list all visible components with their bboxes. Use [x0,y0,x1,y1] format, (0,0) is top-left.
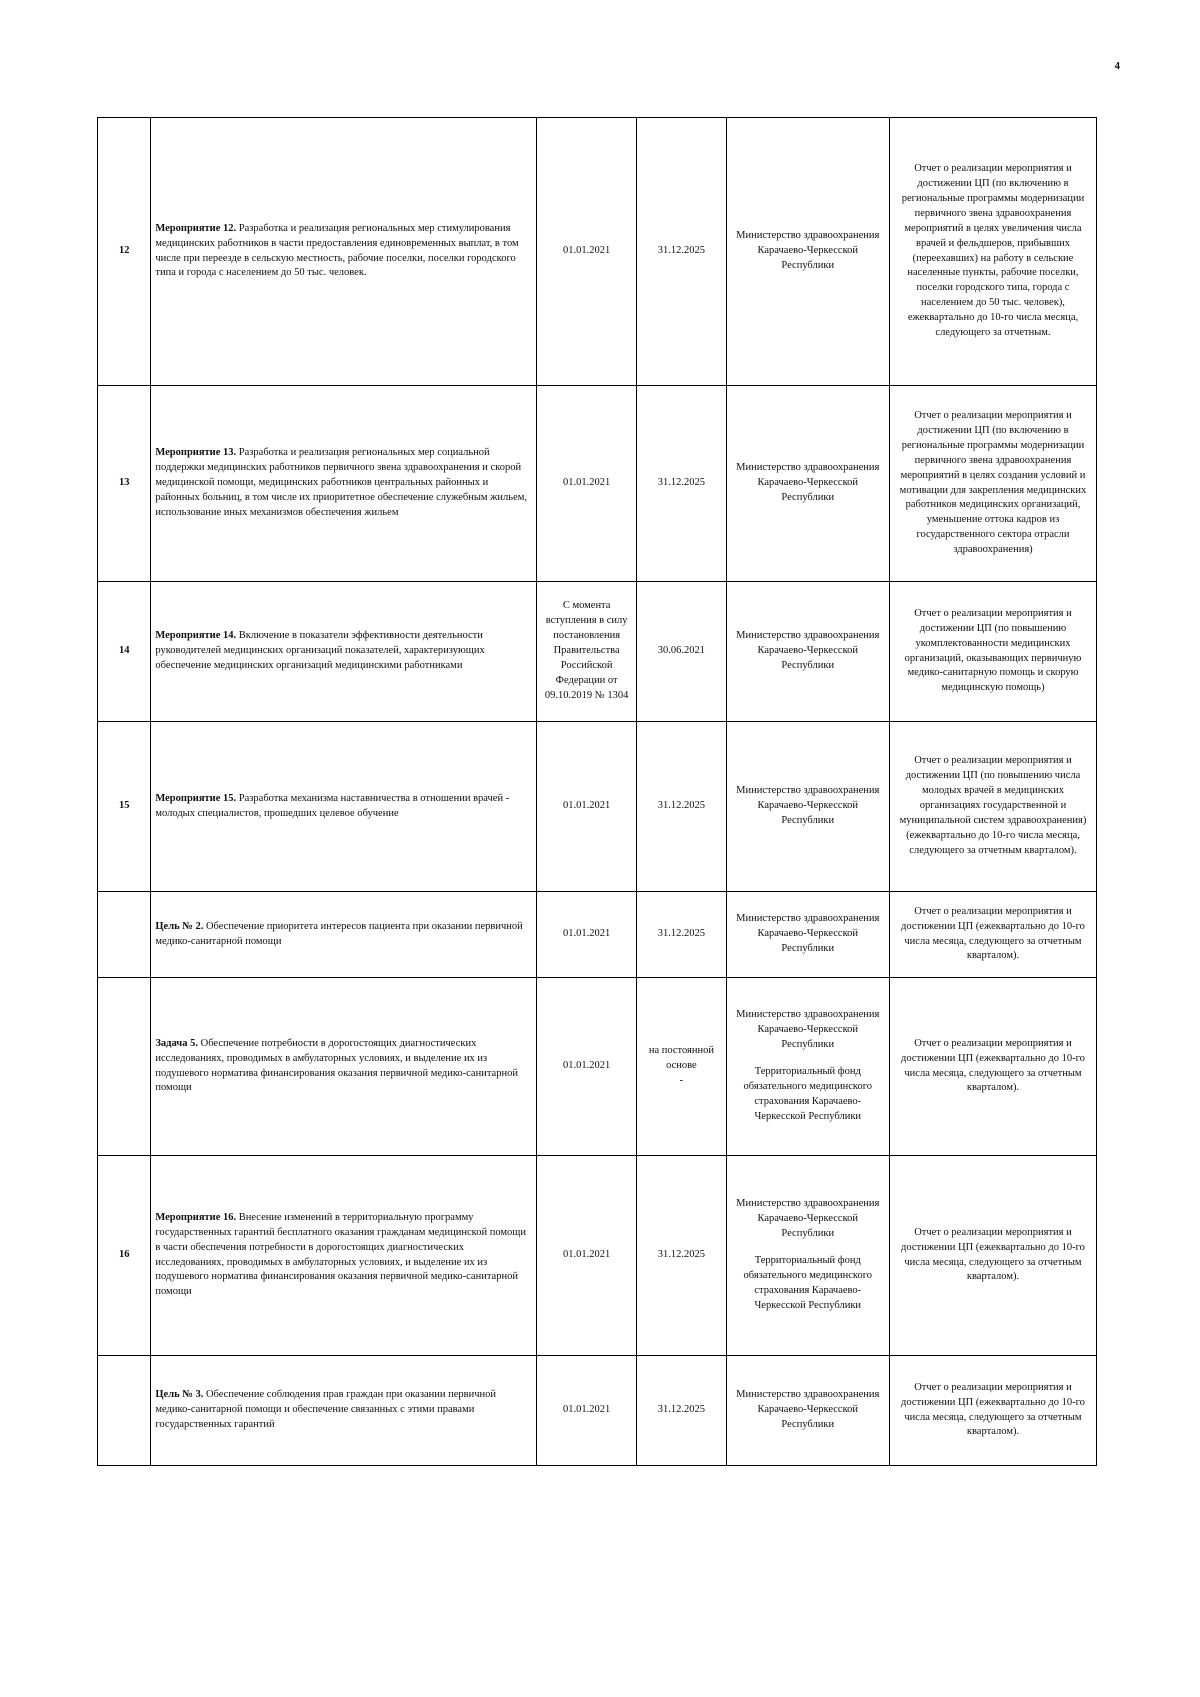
row-description [151,118,537,386]
report-form: Отчет о реализации мероприятия и достижении ЦП (по повышению укомплектованности медицинских организаций, оказывающих первичную медико-санитарную помощь и скорую медицинскую помощь) [889,582,1096,722]
end-date-note: - [679,1074,684,1086]
row-text: Разработка и реализация региональных мер социальной поддержки медицинских работников первичного звена здравоохранения и скорой медицинской помощи, медицинских работников центральных районных и районных больниц, в том числе их приоритетное обеспечение служебным жильем, использование иных механизмов обеспечения жильем [155,447,527,518]
row-text: Разработка и реализация региональных мер стимулирования медицинских работников в части предоставления единовременных выплат, в том числе при переезде в сельскую местность, рабочие поселки, поселки городского типа и города с населением до 50 тыс. человек. [155,222,519,279]
row-description [151,978,537,1156]
table-row [98,582,1097,722]
row-description [151,892,537,978]
row-number: 16 [98,1156,151,1356]
start-date: 01.01.2021 [537,892,637,978]
row-text: Обеспечение соблюдения прав граждан при оказании первичной медико-санитарной помощи и обеспечение связанных с этими правами государственных гарантий [155,1389,497,1430]
end-date: 31.12.2025 [637,386,726,582]
responsible-item: Министерство здравоохранения Карачаево-Черкесской Республики [736,462,880,503]
responsible-item: Министерство здравоохранения Карачаево-Черкесской Республики [736,1389,880,1430]
responsible-executor [726,118,889,386]
row-number: 14 [98,582,151,722]
responsible-item: Министерство здравоохранения Карачаево-Черкесской Республики [736,785,880,826]
end-date [637,978,726,1156]
row-description [151,1156,537,1356]
report-form: Отчет о реализации мероприятия и достижении ЦП (ежеквартально до 10-го числа месяца, следующего за отчетным кварталом). [889,978,1096,1156]
responsible-item: Территориальный фонд обязательного медицинского страхования Карачаево-Черкесской Республики [743,1066,873,1122]
responsible-executor [726,892,889,978]
report-form: Отчет о реализации мероприятия и достижении ЦП (ежеквартально до 10-го числа месяца, следующего за отчетным кварталом). [889,1156,1096,1356]
end-date: 30.06.2021 [637,582,726,722]
responsible-executor [726,1356,889,1466]
row-label: Мероприятие 16. [155,1211,237,1223]
end-date: 31.12.2025 [637,1156,726,1356]
start-date: 01.01.2021 [537,386,637,582]
row-label: Мероприятие 14. [155,630,237,642]
row-text: Внесение изменений в территориальную программу государственных гарантий бесплатного оказания гражданам медицинской помощи в части обеспечения потребности в дорогостоящих диагностических исследованиях, проводимых в амбулаторных условиях, и выделение их из подушевого норматива финансирования оказания первичной медико-санитарной помощи [155,1211,526,1298]
start-date: 01.01.2021 [537,1356,637,1466]
row-label: Мероприятие 13. [155,447,237,459]
row-text: Включение в показатели эффективности деятельности руководителей медицинских организаций показателей, характеризующих обеспечение медицинских организаций медицинскими работниками [155,630,485,671]
report-form: Отчет о реализации мероприятия и достижении ЦП (по повышению числа молодых врачей в медицинских организациях государственной и муниципальной систем здравоохранения) (ежеквартально до 10-го числа месяца, следующего за отчетным кварталом). [889,722,1096,892]
row-text: Разработка механизма наставничества в отношении врачей - молодых специалистов, прошедших целевое обучение [155,792,510,819]
row-number [98,892,151,978]
row-description [151,722,537,892]
responsible-item: Территориальный фонд обязательного медицинского страхования Карачаево-Черкесской Республики [743,1255,873,1311]
table-row [98,978,1097,1156]
row-label: Цель № 2. [155,920,204,932]
row-number: 12 [98,118,151,386]
row-number: 15 [98,722,151,892]
table-row [98,722,1097,892]
table-row [98,386,1097,582]
start-date: 01.01.2021 [537,722,637,892]
row-description [151,386,537,582]
start-date: С момента вступления в силу постановления Правительства Российской Федерации от 09.10.2019 № 1304 [537,582,637,722]
end-date-text: на постоянной основе [648,1045,714,1072]
row-label: Задача 5. [155,1037,198,1049]
table-row [98,1356,1097,1466]
report-form: Отчет о реализации мероприятия и достижении ЦП (ежеквартально до 10-го числа месяца, следующего за отчетным кварталом). [889,892,1096,978]
responsible-executor [726,722,889,892]
responsible-executor [726,582,889,722]
table-row [98,892,1097,978]
report-form: Отчет о реализации мероприятия и достижении ЦП (ежеквартально до 10-го числа месяца, следующего за отчетным кварталом). [889,1356,1096,1466]
end-date: 31.12.2025 [637,1356,726,1466]
row-label: Цель № 3. [155,1389,204,1401]
responsible-item: Министерство здравоохранения Карачаево-Черкесской Республики [736,630,880,671]
page-number: 4 [1114,60,1120,72]
end-date: 31.12.2025 [637,892,726,978]
responsible-item: Министерство здравоохранения Карачаево-Черкесской Республики [736,1198,880,1240]
responsible-item: Министерство здравоохранения Карачаево-Черкесской Республики [736,1009,880,1051]
row-number [98,1356,151,1466]
table-row [98,118,1097,386]
responsible-executor [726,1156,889,1356]
row-number [98,978,151,1156]
row-text: Обеспечение потребности в дорогостоящих диагностических исследованиях, проводимых в амбулаторных условиях, и выделение их из подушевого норматива финансирования оказания первичной медико-санитарной помощи [155,1037,518,1094]
responsible-item: Министерство здравоохранения Карачаево-Черкесской Республики [736,913,880,954]
plan-table [97,117,1097,1466]
start-date: 01.01.2021 [537,978,637,1156]
row-label: Мероприятие 15. [155,792,237,804]
row-description [151,582,537,722]
responsible-executor [726,978,889,1156]
row-number: 13 [98,386,151,582]
table-row [98,1156,1097,1356]
start-date: 01.01.2021 [537,1156,637,1356]
row-label: Мероприятие 12. [155,222,237,234]
report-form: Отчет о реализации мероприятия и достижении ЦП (по включению в региональные программы модернизации первичного звена здравоохранения мероприятий в целях создания условий и мотивации для закрепления медицинских работников медицинских организаций, уменьшение оттока кадров из государственного сектора отрасли здравоохранения) [889,386,1096,582]
responsible-item: Министерство здравоохранения Карачаево-Черкесской Республики [736,230,880,271]
start-date: 01.01.2021 [537,118,637,386]
row-text: Обеспечение приоритета интересов пациента при оказании первичной медико-санитарной помощи [155,920,523,947]
end-date: 31.12.2025 [637,722,726,892]
row-description [151,1356,537,1466]
report-form: Отчет о реализации мероприятия и достижении ЦП (по включению в региональные программы модернизации первичного звена здравоохранения мероприятий в целях увеличения числа врачей и фельдшеров, прибывших (переехавших) на работу в сельские населенные пункты, рабочие поселки, поселки городского типа, города с населением до 50 тыс. человек), ежеквартально до 10-го числа месяца, следующего за отчетным. [889,118,1096,386]
responsible-executor [726,386,889,582]
end-date: 31.12.2025 [637,118,726,386]
